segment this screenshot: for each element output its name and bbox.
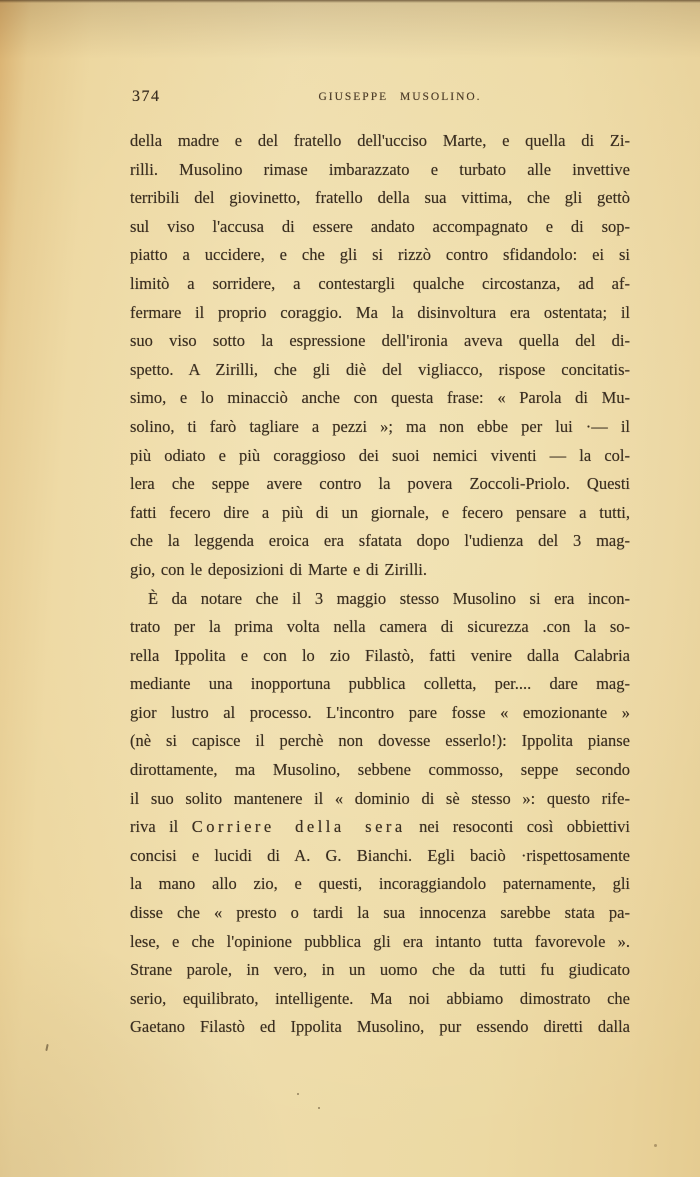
- text-line: dirottamente, ma Musolino, sebbene commosso, seppe secondo: [130, 760, 630, 780]
- text-line: solino, ti farò tagliare a pezzi »; ma non ebbe per lui ·— il: [130, 416, 630, 436]
- text-line: fermare il proprio coraggio. Ma la disinvoltura era ostentata; il: [130, 302, 630, 322]
- text-line: Gaetano Filastò ed Ippolita Musolino, pur essendo diretti dalla: [130, 1017, 630, 1037]
- text-line: limitò a sorridere, a contestargli qualche circostanza, ad af-: [130, 273, 630, 293]
- text-line: rilli. Musolino rimase imbarazzato e turbato alle invettive: [130, 159, 630, 179]
- ink-speck: [654, 1144, 657, 1147]
- text-line: il suo solito mantenere il « dominio di sè stesso »: questo rife-: [130, 788, 630, 808]
- text-line: della madre e del fratello dell'ucciso Marte, e quella di Zi-: [130, 131, 630, 150]
- text-line: gior lustro al processo. L'incontro pare fosse « emozionante »: [130, 702, 630, 722]
- text-line: terribili del giovinetto, fratello della sua vittima, che gli gettò: [130, 188, 630, 208]
- text-line: [130, 813, 630, 842]
- text-line: gio, con le deposizioni di Marte e di Zirilli.: [130, 559, 428, 579]
- running-title: GIUSEPPE MUSOLINO.: [318, 91, 482, 103]
- ink-speck: [45, 1044, 48, 1051]
- text-line: mediante una inopportuna pubblica colletta, per.... dare mag-: [130, 674, 630, 694]
- text-line: È da notare che il 3 maggio stesso Musolino si era incon-: [148, 588, 630, 608]
- text-segment: nei resoconti così obbiettivi: [405, 817, 630, 837]
- page-number: 374: [132, 88, 161, 105]
- text-line: concisi e lucidi di A. G. Bianchi. Egli baciò ·rispettosamente: [130, 845, 630, 865]
- text-line: serio, equilibrato, intelligente. Ma noi abbiamo dimostrato che: [130, 988, 630, 1008]
- letterspaced-text: Corriere della sera: [191, 817, 406, 837]
- body-text: [130, 127, 630, 1042]
- text-line: più odiato e più coraggioso dei suoi nemici viventi — la col-: [130, 445, 630, 465]
- text-line: Strane parole, in vero, in un uomo che da tutti fu giudicato: [130, 960, 630, 980]
- ink-speck: [297, 1093, 299, 1095]
- text-line: rella Ippolita e con lo zio Filastò, fatti venire dalla Calabria: [130, 645, 630, 665]
- text-line: lese, e che l'opinione pubblica gli era intanto tutta favorevole ».: [130, 931, 630, 951]
- page-top-edge-shadow: [0, 0, 700, 3]
- ink-speck: [318, 1107, 320, 1109]
- text-line: che la leggenda eroica era sfatata dopo l'udienza del 3 mag-: [130, 531, 630, 551]
- running-head: [130, 88, 630, 108]
- text-line: fatti fecero dire a più di un giornale, e fecero pensare a tutti,: [130, 502, 630, 522]
- text-line: disse che « presto o tardi la sua innocenza sarebbe stata pa-: [130, 903, 630, 923]
- text-segment: riva il: [130, 817, 192, 837]
- text-line: (nè si capisce il perchè non dovesse esserlo!): Ippolita pianse: [130, 731, 630, 751]
- text-line: la mano allo zio, e questi, incoraggiandolo paternamente, gli: [130, 874, 630, 894]
- text-line: simo, e lo minacciò anche con questa frase: « Parola di Mu-: [130, 388, 630, 408]
- text-line: lera che seppe avere contro la povera Zoccoli-Priolo. Questi: [130, 474, 630, 494]
- text-line: suo viso sotto la espressione dell'ironia aveva quella del di-: [130, 331, 630, 351]
- text-line: piatto a uccidere, e che gli si rizzò contro sfidandolo: ei si: [130, 245, 630, 265]
- text-line: spetto. A Zirilli, che gli diè del vigliacco, rispose concitatis-: [130, 359, 630, 379]
- text-line: sul viso l'accusa di essere andato accompagnato e di sop-: [130, 216, 630, 236]
- text-line: trato per la prima volta nella camera di sicurezza .con la so-: [130, 617, 630, 637]
